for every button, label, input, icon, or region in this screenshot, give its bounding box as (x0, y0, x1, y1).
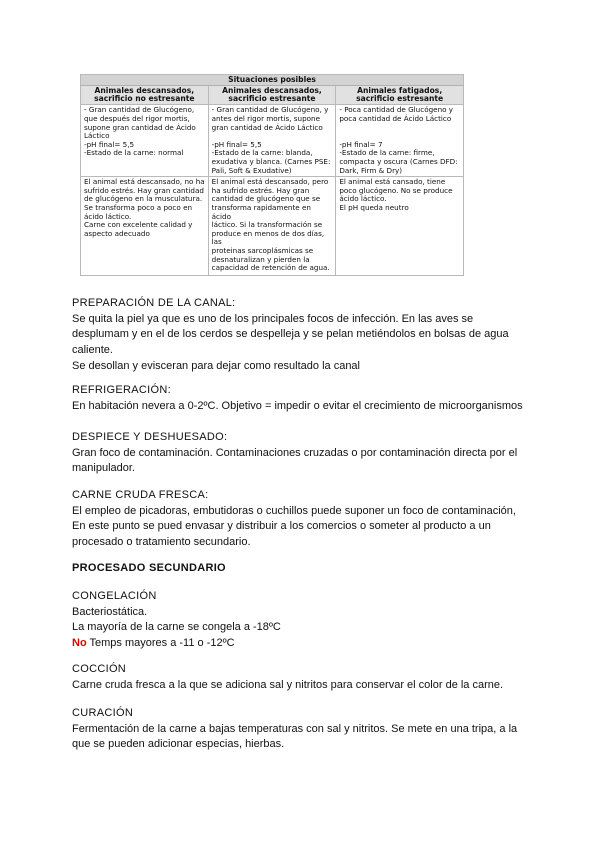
section-line: Bacteriostática. (72, 605, 148, 618)
section-congelacion (72, 589, 542, 652)
section-heading: REFRIGERACIÓN: (72, 384, 171, 396)
section-body: Se quita la piel ya que es uno de los principales focos de infección. En las aves se desplumam y en el de los cerdos se despelleja y se pelan metiéndolos en bolsas de agua caliente. Se desollan y evisceran para dejar como resultado la canal (72, 312, 509, 372)
table-cell: - Gran cantidad de Glucógeno, y antes del rigor mortis, supone gran cantidad de Ácido Láctico -pH final= 5,5 -Estado de la carne: blanda, exudativa y blanca. (Carnes PSE: Pali, Soft & Exudative) (208, 105, 336, 177)
section-body: Carne cruda fresca a la que se adiciona sal y nitritos para conservar el color de la carne. (72, 678, 504, 691)
table-title: Situaciones posibles (81, 75, 464, 86)
section-refrigeracion (72, 383, 542, 414)
table-cell: - Poca cantidad de Glucógeno y poca cantidad de Ácido Láctico -pH final= 7 -Estado de la carne: firme, compacta y oscura (Carnes DFD: Dark, Firm & Dry) (336, 105, 464, 177)
section-curacion (72, 706, 542, 753)
section-heading: CARNE CRUDA FRESCA: (72, 489, 209, 501)
section-body: En habitación nevera a 0-2ºC. Objetivo = impedir o evitar el crecimiento de microorganismos (72, 399, 523, 412)
section-heading: DESPIECE Y DESHUESADO: (72, 431, 228, 443)
section-heading: CURACIÓN (72, 707, 134, 719)
section-carne-cruda (72, 488, 542, 551)
section-heading: CONGELACIÓN (72, 590, 157, 602)
table-cell: - Gran cantidad de Glucógeno, que después del rigor mortis, supone gran cantidad de Ácido Láctico -pH final= 5,5 -Estado de la carne: normal (81, 105, 209, 177)
table-header-rested-no-stress: Animales descansados, sacrificio no estresante (81, 85, 209, 105)
section-procesado (72, 561, 542, 577)
section-line-text: Temps mayores a -11 o -12ºC (86, 637, 235, 650)
section-coccion (72, 662, 542, 693)
table-cell: El animal está descansado, pero ha sufrido estrés. Hay gran cantidad de glucógeno que se transforma rapidamente en ácido láctico. Si la transformación se produce en menos de dos días, las proteinas sarcoplásmicas se desnaturalizan y pierden la capacidad de retención de agua. (208, 177, 336, 276)
table-row (81, 105, 464, 177)
section-heading: PROCESADO SECUNDARIO (72, 562, 226, 574)
table-row (81, 177, 464, 276)
section-body: El empleo de picadoras, embutidoras o cuchillos puede suponer un foco de contaminación, En este punto se pued envasar y distribuir a los comercios o someter al producto a un procesado o tratamiento secundario. (72, 504, 516, 549)
table-cell: El animal está descansado, no ha sufrido estrés. Hay gran cantidad de glucógeno en la musculatura. Se transforma poco a poco en ácido láctico. Carne con excelente calidad y aspecto adecuado (81, 177, 209, 276)
table-header-rested-stress: Animales descansados, sacrificio estresante (208, 85, 336, 105)
table-header-fatigued-stress: Animales fatigados, sacrificio estresante (336, 85, 464, 105)
section-canal (72, 296, 542, 375)
section-despiece (72, 430, 542, 477)
section-line (72, 636, 542, 652)
no-label: No (72, 637, 87, 650)
section-body: Gran foco de contaminación. Contaminaciones cruzadas o por contaminación directa por el manipulador. (72, 446, 518, 475)
situations-table (80, 74, 464, 276)
table-cell: El animal está cansado, tiene poco glucógeno. No se produce ácido láctico. El pH queda neutro (336, 177, 464, 276)
section-line: La mayoría de la carne se congela a -18ºC (72, 621, 281, 634)
section-heading: COCCIÓN (72, 663, 127, 675)
section-body: Fermentación de la carne a bajas temperaturas con sal y nitritos. Se mete en una tripa, a la que se pueden adicionar especias, hierbas. (72, 722, 518, 751)
section-heading: PREPARACIÓN DE LA CANAL: (72, 297, 236, 309)
